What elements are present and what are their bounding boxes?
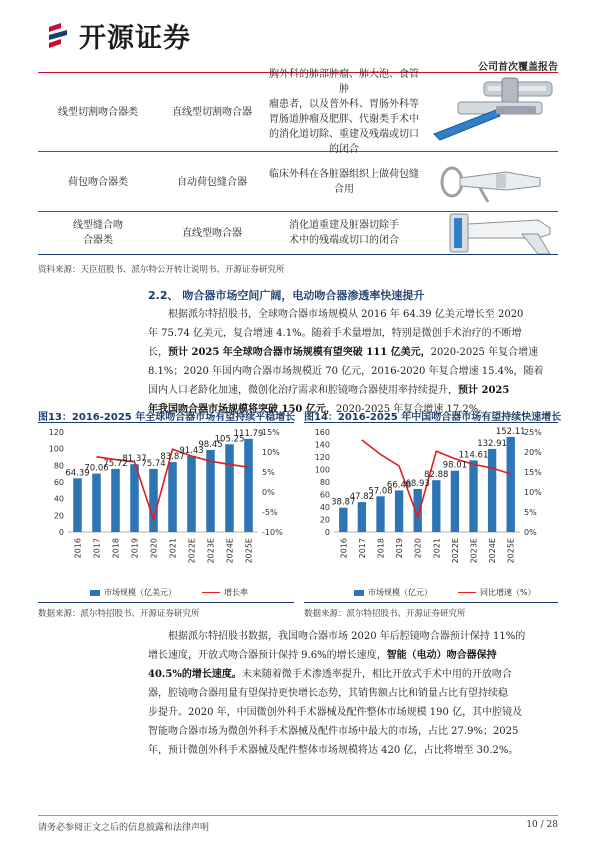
data-label: 68.93	[405, 478, 430, 489]
y-tick-label: 80	[53, 461, 64, 471]
y2-tick-label: -5%	[262, 508, 278, 517]
table-cell-use: 胸外科的肺部肿瘤、肺大泡、食管 肿 瘤患者，以及普外科、胃肠外科等 胃肠道肿瘤及肥胖、代谢类手术中 的消化道切除、重建及残端或切口 的闭合	[269, 69, 419, 155]
legend-bar-swatch	[90, 590, 100, 596]
data-label: 47.82	[349, 492, 375, 503]
data-label: 98.45	[198, 439, 223, 450]
y2-tick-label: 20%	[524, 448, 542, 457]
x-tick-label: 2022E	[450, 538, 460, 564]
data-label: 64.39	[65, 468, 90, 479]
y-tick-label: 40	[53, 494, 64, 504]
x-tick-label: 2020	[149, 538, 159, 559]
bar	[225, 444, 234, 532]
y-tick-label: 0	[58, 528, 64, 537]
y2-tick-label: 0%	[524, 528, 537, 537]
brand-name: 开源证券	[79, 23, 191, 54]
x-tick-label: 2019	[395, 538, 405, 559]
purse-string-stapler-image	[436, 160, 546, 204]
y-tick-label: 140	[314, 440, 330, 450]
x-tick-label: 2016	[339, 538, 349, 559]
y-tick-label: 100	[48, 444, 64, 454]
figure-13-legend	[90, 587, 248, 598]
figure-14-chart	[304, 424, 560, 590]
y-tick-label: 20	[53, 511, 64, 521]
body-paragraph-2: 根据派尔特招股书数据，我国吻合器市场 2020 年后腔镜吻合器预计保持 11%的 增长速度，开放式吻合器预计保持 9.6%的增长速度，智能（电动）吻合器保持 40.5%的增长速度。未来随着微手术渗透率提升，相比开放式手术中用的开放吻合 器，腔镜吻合器用量有望保持更快增长态势，其销售额占比和销量占比有望持续稳 步提升。2020 年，中国微创外科手术器械及配件整体市场规模 190 亿，其中腔镜及 智能吻合器市场为微创外科手术器械及配件市场中最大的市场，占比 27.9%；2025 年，预计微创外科手术器械及配件整体市场规模将达 420 亿，占比将增至 30.2%。	[148, 631, 526, 756]
table-cell-use: 消化道重建及脏器切除手 术中的残端或切口的闭合	[289, 220, 399, 246]
footer-divider	[38, 815, 558, 816]
bar	[451, 471, 459, 532]
data-label: 38.87	[331, 497, 356, 508]
data-label: 111.79	[233, 428, 264, 439]
footer-disclaimer: 请务必参阅正文之后的信息披露和法律声明	[38, 823, 210, 833]
table-row	[38, 152, 558, 212]
bar	[149, 469, 158, 532]
bar	[130, 464, 139, 532]
x-tick-label: 2025E	[506, 538, 516, 564]
logo-mark-icon	[47, 21, 73, 51]
data-label: 91.43	[179, 445, 204, 456]
bar	[507, 437, 515, 532]
bar	[187, 456, 196, 532]
y2-tick-label: 5%	[262, 468, 275, 477]
x-tick-label: 2023E	[206, 538, 216, 564]
table-cell-type: 荷包吻合器类	[68, 176, 128, 188]
y2-tick-label: 5%	[524, 508, 537, 517]
data-label: 82.88	[424, 470, 449, 481]
x-tick-label: 2022E	[187, 538, 197, 564]
x-tick-label: 2018	[111, 538, 121, 559]
bar	[358, 502, 366, 532]
bar	[432, 480, 440, 532]
x-tick-label: 2024E	[488, 538, 498, 564]
y-tick-label: 160	[314, 428, 330, 437]
y-tick-label: 80	[319, 478, 330, 487]
data-label: 98.01	[442, 460, 468, 471]
data-label: 70.06	[84, 463, 109, 474]
y-tick-label: 120	[314, 453, 330, 462]
figure-14-rule	[304, 422, 558, 423]
y2-tick-label: 15%	[524, 468, 542, 477]
data-label: 75.72	[103, 458, 128, 469]
data-label: 83.87	[160, 452, 185, 463]
section-title: 2.2、 吻合器市场空间广阔，电动吻合器渗透率快速提升	[148, 289, 425, 302]
y-tick-label: 0	[324, 528, 330, 537]
legend-bar-swatch	[354, 590, 364, 596]
bar	[469, 460, 477, 532]
bar	[339, 508, 347, 532]
linear-stapler-image	[442, 210, 558, 254]
x-tick-label: 2024E	[225, 538, 235, 564]
figure-14-source: 数据来源：派尔特招股书、开源证券研究所	[304, 609, 466, 619]
y2-tick-label: 10%	[262, 448, 280, 457]
table-cell-name: 自动荷包缝合器	[177, 176, 247, 188]
data-label: 81.37	[122, 454, 147, 465]
x-tick-label: 2018	[376, 538, 386, 559]
page-number: 10 / 28	[526, 820, 558, 830]
y-tick-label: 60	[319, 490, 330, 500]
legend-line-label: 增长率	[224, 588, 248, 597]
figure-14-legend	[354, 587, 536, 598]
legend-line-swatch	[202, 592, 220, 593]
bar	[168, 462, 177, 532]
x-tick-label: 2016	[73, 538, 83, 559]
y2-tick-label: 15%	[262, 428, 280, 437]
figure-13-rule	[38, 422, 294, 423]
report-type: 公司首次覆盖报告	[478, 62, 558, 73]
table-cell-type: 线型切割吻合器类	[58, 106, 138, 118]
table-bottom-rule	[38, 254, 558, 255]
company-logo	[47, 16, 191, 55]
data-label: 75.74	[141, 458, 166, 469]
y-tick-label: 120	[48, 428, 64, 437]
figure-13-chart	[38, 424, 298, 590]
figure-13-bottom-rule	[38, 602, 294, 603]
table-cell-name: 直线型吻合器	[182, 227, 242, 239]
data-label: 152.11	[495, 426, 526, 437]
legend-line-label: 同比增速（%）	[480, 588, 536, 597]
x-tick-label: 2019	[130, 538, 140, 559]
bar	[244, 439, 253, 532]
data-label: 57.08	[368, 486, 393, 497]
y2-tick-label: 25%	[524, 428, 542, 437]
figure-13-source: 数据来源：派尔特招股书、开源证券研究所	[38, 609, 200, 619]
table-cell-type: 线型缝合吻 合器类	[73, 220, 123, 246]
bar	[488, 449, 496, 532]
bar	[376, 496, 384, 532]
data-label: 105.25	[214, 434, 245, 445]
x-tick-label: 2021	[432, 538, 442, 559]
x-tick-label: 2025E	[244, 538, 254, 564]
legend-bar-label: 市场规模（亿元）	[368, 588, 432, 597]
linear-cutter-stapler-image	[426, 76, 558, 148]
legend-line-swatch	[458, 592, 476, 593]
y2-tick-label: 0%	[262, 488, 275, 497]
bar	[395, 490, 403, 532]
bar	[92, 474, 101, 532]
table-cell-use: 临床外科在各脏器组织上做荷包缝 合用	[269, 169, 419, 195]
x-tick-label: 2017	[357, 538, 367, 559]
bar	[73, 478, 82, 532]
y-tick-label: 40	[319, 503, 330, 512]
figure-14-bottom-rule	[304, 602, 558, 603]
y-tick-label: 20	[319, 515, 330, 525]
data-label: 114.61	[458, 450, 489, 461]
bar	[111, 469, 120, 532]
figure-14-title: 图14：2016-2025 年中国吻合器市场有望持续快速增长	[304, 412, 562, 423]
data-label: 66.48	[386, 480, 412, 491]
x-tick-label: 2020	[413, 538, 423, 559]
table-cell-name: 直线型切割吻合器	[172, 106, 252, 118]
y2-tick-label: -10%	[262, 528, 283, 537]
body-paragraph-1: 根据派尔特招股书，全球吻合器市场规模从 2016 年 64.39 亿美元增长至 2020 年 75.74 亿美元，复合增速 4.1%。随着手术量增加，特别是微创手术治疗的不断增 长，预计 2025 年全球吻合器市场规模有望突破 111 亿美元，2020-2025 年复合增速 8.1%；2020 年国内吻合器市场规模近 70 亿元，2016-2020 年复合增速 15.4%，随着 国内人口老龄化加速，微创化治疗需求和腔镜吻合器使用率持续提升，预计 2025 年我国吻合器市场规模将突破 150 亿元，2020-2025 年复合增速 17.2%。	[148, 309, 544, 415]
table-source: 资料来源：天臣招股书、派尔特公开转让说明书、开源证券研究所	[38, 265, 285, 275]
x-tick-label: 2017	[92, 538, 102, 559]
table-row	[38, 69, 558, 155]
y-tick-label: 100	[314, 465, 330, 475]
legend-bar-label: 市场规模（亿美元）	[104, 588, 176, 597]
y-tick-label: 60	[53, 478, 64, 487]
figure-13-title: 图13：2016-2025 年全球吻合器市场有望持续平稳增长	[38, 412, 296, 423]
x-tick-label: 2021	[168, 538, 178, 559]
x-tick-label: 2023E	[469, 538, 479, 564]
table-row	[38, 212, 558, 254]
data-label: 132.91	[477, 438, 507, 449]
y2-tick-label: 10%	[524, 488, 542, 497]
